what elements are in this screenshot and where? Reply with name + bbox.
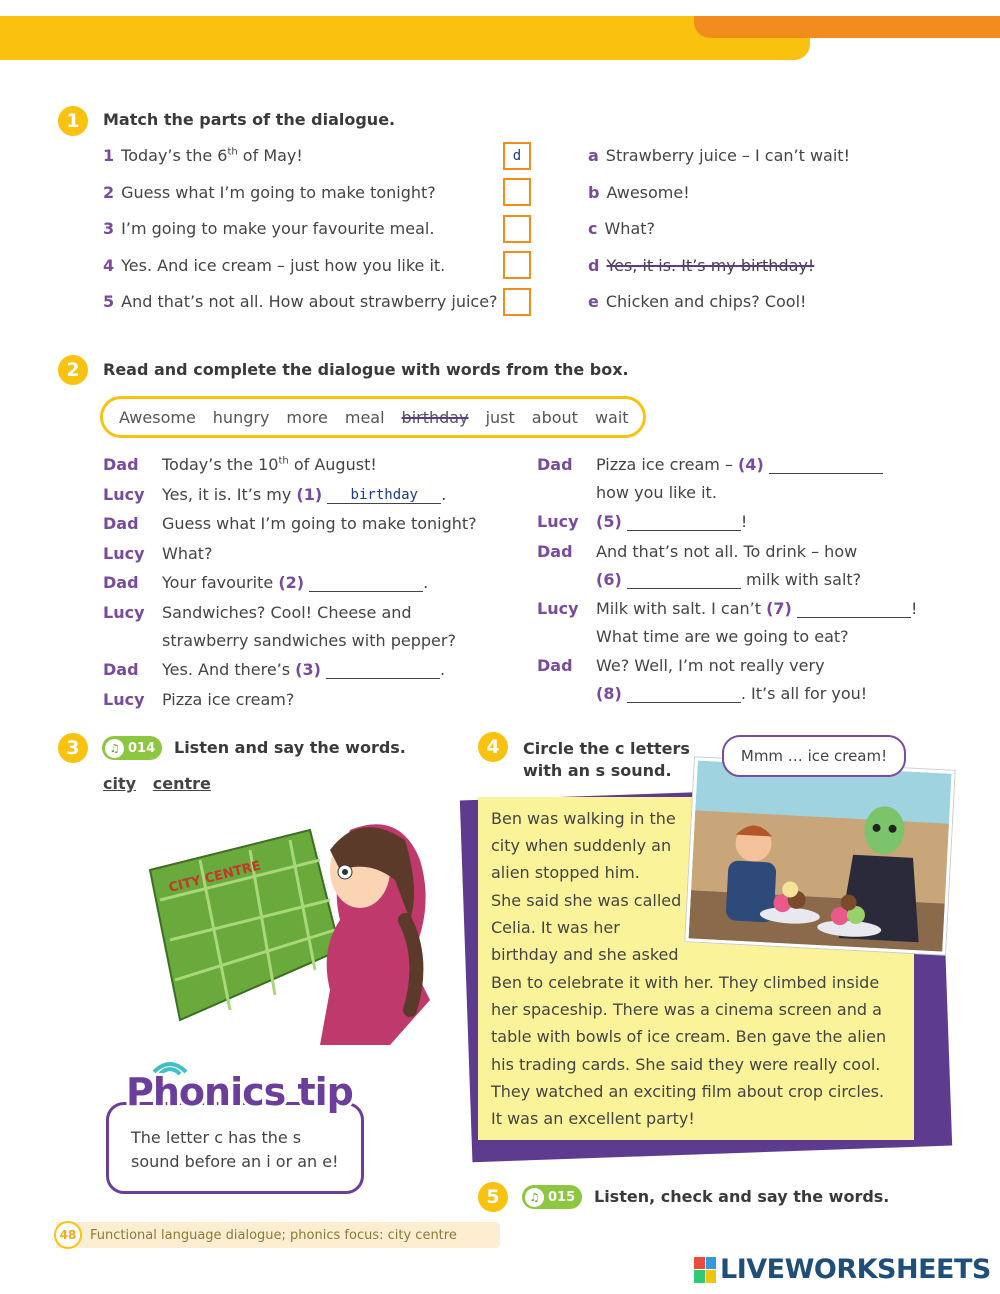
dialogue-line: And that’s not all. To drink – how xyxy=(596,542,858,561)
dialogue-line xyxy=(162,455,377,474)
ex1-item-text: Today’s the 6 xyxy=(121,146,228,165)
option-letter: d xyxy=(588,256,600,275)
line-text: Pizza ice cream – xyxy=(596,455,739,474)
liveworksheets-icon xyxy=(694,1257,716,1283)
exercise-3-instruction: Listen and say the words. xyxy=(174,738,406,757)
dialogue-line xyxy=(596,599,917,618)
word-awesome: Awesome xyxy=(119,407,196,427)
speaker-lucy: Lucy xyxy=(537,512,579,531)
speaker-dad: Dad xyxy=(103,573,139,592)
audio-track-014[interactable] xyxy=(102,736,162,760)
speaker-dad: Dad xyxy=(537,656,573,675)
audio-track-015[interactable] xyxy=(522,1185,582,1209)
phonics-words xyxy=(103,774,211,793)
blank-number: (5) xyxy=(596,512,622,531)
speech-bubble: Mmm … ice cream! xyxy=(722,735,906,777)
page-number: 48 xyxy=(54,1221,82,1249)
option-letter: a xyxy=(588,146,599,165)
dialogue-line-cont xyxy=(596,570,861,589)
dialogue-line xyxy=(596,512,747,531)
answer-box-5[interactable] xyxy=(503,288,531,316)
dialogue-line-cont: What time are we going to eat? xyxy=(596,627,849,646)
exercise-5-number: 5 xyxy=(478,1182,508,1212)
line-punct: . xyxy=(440,660,446,679)
blank-number: (7) xyxy=(766,599,792,618)
ex1-item-text: Guess what I’m going to make tonight? xyxy=(121,183,436,202)
story-line[interactable]: table with bowls of ice cream. Ben gave the alien xyxy=(491,1027,887,1046)
blank-number: (8) xyxy=(596,684,622,703)
instruction-line-2: with an s sound. xyxy=(523,761,672,780)
option-text-crossed: Yes, it is. It’s my birthday! xyxy=(606,256,815,275)
speaker-lucy: Lucy xyxy=(537,599,579,618)
speaker-lucy: Lucy xyxy=(103,603,145,622)
answer-box-3[interactable] xyxy=(503,215,531,243)
dialogue-line-cont xyxy=(596,684,867,703)
line-text-end: of August! xyxy=(288,455,377,474)
story-line[interactable]: alien stopped him. xyxy=(491,863,640,882)
ex1-item-3 xyxy=(103,219,434,238)
option-letter: c xyxy=(588,219,598,238)
line-text-end: milk with salt? xyxy=(740,570,862,589)
word-more: more xyxy=(286,407,328,427)
word-city: city xyxy=(103,774,137,793)
dialogue-line: We? Well, I’m not really very xyxy=(596,656,825,675)
story-line[interactable]: It was an excellent party! xyxy=(491,1109,695,1128)
speaker-dad: Dad xyxy=(103,660,139,679)
line-text: Milk with salt. I can’t xyxy=(596,599,767,618)
story-line[interactable]: She said she was called xyxy=(491,891,682,910)
line-punct: ! xyxy=(910,599,918,618)
phonics-tip-text xyxy=(131,1126,351,1174)
option-text: Chicken and chips? Cool! xyxy=(605,292,807,311)
ex1-item-sup: th xyxy=(227,146,238,158)
line-text: Yes, it is. It’s my xyxy=(162,485,297,504)
exercise-1-instruction: Match the parts of the dialogue. xyxy=(103,110,396,129)
ex1-item-text: And that’s not all. How about strawberry juice? xyxy=(121,292,498,311)
footer-text: Functional language dialogue; phonics focus: city centre xyxy=(90,1227,457,1243)
word-box xyxy=(100,396,646,438)
line-text: Today’s the 10 xyxy=(162,455,279,474)
story-line[interactable]: his trading cards. She said they were really cool. xyxy=(491,1055,881,1074)
word-just: just xyxy=(485,407,515,427)
line-text-end: . It’s all for you! xyxy=(740,684,868,703)
blank-6[interactable] xyxy=(627,571,741,589)
line-sup: th xyxy=(278,455,289,467)
dialogue-line: Guess what I’m going to make tonight? xyxy=(162,514,477,533)
line-punct: ! xyxy=(740,512,748,531)
blank-number: (3) xyxy=(295,660,321,679)
ex1-item-text-end: of May! xyxy=(237,146,303,165)
headphones-icon: ♫ xyxy=(525,1188,544,1207)
ex1-option-b xyxy=(588,183,690,202)
ex1-item-number: 3 xyxy=(103,219,115,238)
girl-with-map-illustration xyxy=(140,800,440,1050)
option-text: Strawberry juice – I can’t wait! xyxy=(605,146,850,165)
speaker-dad: Dad xyxy=(537,542,573,561)
story-line[interactable]: Celia. It was her xyxy=(491,918,620,937)
word-about: about xyxy=(531,407,578,427)
line-text: Your favourite xyxy=(162,573,279,592)
dialogue-line-cont: how you like it. xyxy=(596,483,717,502)
alien-ice-cream-illustration xyxy=(685,757,954,954)
dialogue-line: What? xyxy=(162,544,213,563)
exercise-2-number: 2 xyxy=(58,355,88,385)
blank-7[interactable] xyxy=(797,600,911,618)
ex1-item-text: Yes. And ice cream – just how you like it. xyxy=(121,256,446,275)
story-line[interactable]: birthday and she asked xyxy=(491,945,679,964)
blank-8[interactable] xyxy=(627,685,741,703)
blank-3[interactable] xyxy=(326,661,440,679)
ex1-item-number: 5 xyxy=(103,292,115,311)
phonics-tip-line-1: The letter c has the s xyxy=(131,1128,302,1147)
word-wait: wait xyxy=(594,407,629,427)
blank-5[interactable] xyxy=(627,513,741,531)
phonics-tip-title: Phonics tip xyxy=(126,1070,353,1114)
audio-track-number: 014 xyxy=(128,740,156,756)
dialogue-line xyxy=(162,660,445,679)
line-text: Yes. And there’s xyxy=(162,660,296,679)
ex1-item-number: 1 xyxy=(103,146,115,165)
ex1-item-number: 4 xyxy=(103,256,115,275)
phonics-tip-line-2: sound before an i or an e! xyxy=(131,1152,339,1171)
ex1-option-a xyxy=(588,146,850,165)
speaker-lucy: Lucy xyxy=(103,690,145,709)
ex1-option-d xyxy=(588,256,814,275)
blank-number: (1) xyxy=(296,485,323,504)
answer-box-4[interactable] xyxy=(503,251,531,279)
word-meal: meal xyxy=(344,407,385,427)
header-band-yellow xyxy=(0,16,810,60)
word-birthday-crossed: birthday xyxy=(401,407,469,427)
blank-2[interactable] xyxy=(309,574,423,592)
line-punct: . xyxy=(441,485,447,504)
ex1-item-5 xyxy=(103,292,498,311)
dialogue-line: Sandwiches? Cool! Cheese and xyxy=(162,603,412,622)
dialogue-line xyxy=(162,485,446,504)
exercise-5-instruction: Listen, check and say the words. xyxy=(594,1187,890,1206)
blank-number: (6) xyxy=(596,570,622,589)
exercise-1-number: 1 xyxy=(58,106,88,136)
speaker-lucy: Lucy xyxy=(103,485,145,504)
speaker-lucy: Lucy xyxy=(103,544,145,563)
ex1-option-c xyxy=(588,219,655,238)
exercise-4-instruction xyxy=(523,738,690,782)
option-text: What? xyxy=(604,219,656,238)
header-band-orange xyxy=(694,16,1000,38)
dialogue-line xyxy=(162,573,428,592)
answer-box-1[interactable]: d xyxy=(503,142,531,170)
story-line[interactable]: They watched an exciting film about crop circles. xyxy=(491,1082,885,1101)
word-hungry: hungry xyxy=(212,407,270,427)
story-line[interactable]: city when suddenly an xyxy=(491,836,672,855)
ex1-item-2 xyxy=(103,183,436,202)
speaker-dad: Dad xyxy=(103,514,139,533)
exercise-2-instruction: Read and complete the dialogue with words from the box. xyxy=(103,360,629,379)
ex1-option-e xyxy=(588,292,806,311)
ex1-item-1 xyxy=(103,146,303,165)
speaker-dad: Dad xyxy=(537,455,573,474)
speaker-dad: Dad xyxy=(103,455,139,474)
headphones-icon: ♫ xyxy=(105,739,124,758)
option-text: Awesome! xyxy=(606,183,690,202)
ex1-item-4 xyxy=(103,256,445,275)
instruction-line-1: Circle the c letters xyxy=(523,739,690,758)
ex1-item-text: I’m going to make your favourite meal. xyxy=(121,219,435,238)
story-line[interactable]: Ben to celebrate it with her. They climbed inside xyxy=(491,973,880,992)
exercise-4-number: 4 xyxy=(478,732,508,762)
map-label: CITY CENTRE xyxy=(167,858,263,896)
audio-track-number: 015 xyxy=(548,1189,576,1205)
story-line[interactable]: her spaceship. There was a cinema screen and a xyxy=(491,1000,882,1019)
answer-box-2[interactable] xyxy=(503,178,531,206)
line-punct: . xyxy=(423,573,429,592)
word-centre: centre xyxy=(152,774,211,793)
dialogue-line-cont: strawberry sandwiches with pepper? xyxy=(162,631,456,650)
blank-number: (4) xyxy=(738,455,764,474)
story-line[interactable]: Ben was walking in the xyxy=(491,809,676,828)
blank-number: (2) xyxy=(278,573,305,592)
ex1-item-number: 2 xyxy=(103,183,115,202)
dialogue-line: Pizza ice cream? xyxy=(162,690,295,709)
option-letter: e xyxy=(588,292,599,311)
liveworksheets-logo xyxy=(694,1254,991,1285)
blank-4[interactable] xyxy=(769,456,883,474)
page-footer xyxy=(56,1222,500,1248)
option-letter: b xyxy=(588,183,600,202)
blank-1[interactable]: birthday xyxy=(327,486,441,504)
brand-name: LIVEWORKSHEETS xyxy=(720,1254,991,1285)
exercise-3-number: 3 xyxy=(58,733,88,763)
dialogue-line xyxy=(596,455,883,474)
